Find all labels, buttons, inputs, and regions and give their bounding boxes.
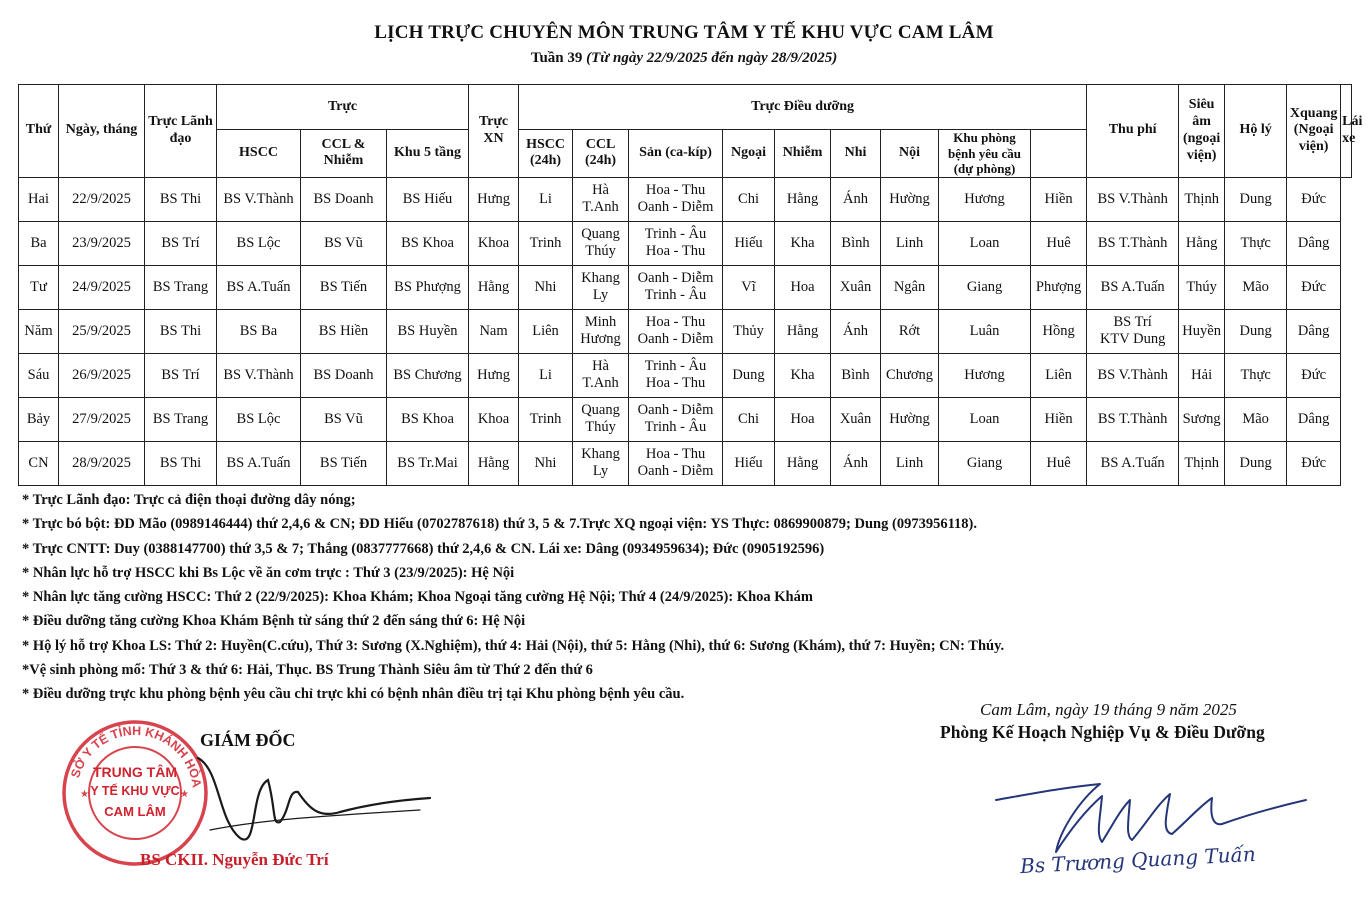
cell-noi: Hường xyxy=(881,397,939,441)
cell-dd-ccl xyxy=(573,309,629,353)
cell-xn: Hưng xyxy=(469,353,519,397)
note-item: * Trực CNTT: Duy (0388147700) thứ 3,5 & 7; Thắng (0837777668) thứ 2,4,6 & CN. Lái xe: Dâng (0934959634); Đức (0905192596) xyxy=(22,540,825,557)
cell-nhi: Bình xyxy=(831,221,881,265)
cell-thu-phi: Liên xyxy=(1031,353,1087,397)
cell-line: Hoa - Thu xyxy=(645,181,706,198)
cell-ngay: 27/9/2025 xyxy=(59,397,145,441)
cell-nhi: Ánh xyxy=(831,309,881,353)
cell-xn: Hưng xyxy=(469,177,519,221)
cell-thu-phi: Huê xyxy=(1031,221,1087,265)
cell-khu-phong: Giang xyxy=(939,265,1031,309)
cell-san xyxy=(629,441,723,485)
cell-ho-ly: Thịnh xyxy=(1179,441,1225,485)
cell-sieu-am xyxy=(1087,441,1179,485)
cell-line: Quang xyxy=(581,401,620,418)
cell-line: Khang xyxy=(581,269,620,286)
col-khu5: Khu 5 tầng xyxy=(387,130,469,178)
cell-san xyxy=(629,177,723,221)
cell-ngoai: Dung xyxy=(723,353,775,397)
cell-ngoai: Hiếu xyxy=(723,441,775,485)
cell-nhi: Ánh xyxy=(831,177,881,221)
cell-line: Oanh - Diễm xyxy=(637,401,714,418)
cell-ho-ly: Hải xyxy=(1179,353,1225,397)
cell-line: BS T.Thành xyxy=(1097,234,1168,251)
cell-san xyxy=(629,397,723,441)
cell-khu-phong: Giang xyxy=(939,441,1031,485)
cell-ngoai: Vĩ xyxy=(723,265,775,309)
cell-lanh-dao: BS Trí xyxy=(145,221,217,265)
cell-line: BS V.Thành xyxy=(1097,366,1168,383)
cell-noi: Rớt xyxy=(881,309,939,353)
cell-lanh-dao: BS Thi xyxy=(145,309,217,353)
col-nhiem: Nhiễm xyxy=(775,130,831,178)
cell-line: Hà xyxy=(592,181,609,198)
department-name: Phòng Kế Hoạch Nghiệp Vụ & Điều Dưỡng xyxy=(940,722,1265,742)
cell-line: Trinh - Âu xyxy=(644,287,707,304)
cell-line: Oanh - Diễm xyxy=(637,199,714,216)
cell-sieu-am xyxy=(1087,353,1179,397)
cell-dd-ccl xyxy=(573,265,629,309)
cell-khu5: BS Khoa xyxy=(387,397,469,441)
cell-line: BS Trí xyxy=(1113,313,1152,330)
cell-dd-ccl xyxy=(573,353,629,397)
col-khu-phong: Khu phòng bệnh yêu cầu (dự phòng) xyxy=(939,130,1031,178)
cell-dd-hscc: Trinh xyxy=(519,221,573,265)
table-row xyxy=(19,397,1352,441)
cell-dd-ccl xyxy=(573,177,629,221)
cell-noi: Hường xyxy=(881,177,939,221)
cell-dd-hscc: Trinh xyxy=(519,397,573,441)
cell-line: T.Anh xyxy=(582,375,619,392)
cell-line: Hoa - Thu xyxy=(645,243,706,260)
col-ho-ly: Hộ lý xyxy=(1225,85,1287,178)
cell-ngay: 23/9/2025 xyxy=(59,221,145,265)
cell-khu5: BS Hiếu xyxy=(387,177,469,221)
cell-nhiem: Hằng xyxy=(775,309,831,353)
svg-text:★: ★ xyxy=(80,789,89,800)
cell-line: Khang xyxy=(581,445,620,462)
cell-thu-phi: Hồng xyxy=(1031,309,1087,353)
cell-lai-xe: Đức xyxy=(1287,353,1341,397)
table-row xyxy=(19,353,1352,397)
cell-nhiem: Hoa xyxy=(775,265,831,309)
cell-xn: Khoa xyxy=(469,397,519,441)
table-row xyxy=(19,221,1352,265)
cell-ho-ly: Huyền xyxy=(1179,309,1225,353)
cell-line: BS V.Thành xyxy=(1097,190,1168,207)
cell-thu: Năm xyxy=(19,309,59,353)
cell-hscc: BS Lộc xyxy=(217,397,301,441)
cell-san xyxy=(629,353,723,397)
cell-lai-xe: Dâng xyxy=(1287,221,1341,265)
stamp-ring-text: SỞ Y TẾ TỈNH KHÁNH HÒA xyxy=(68,723,204,789)
cell-dd-hscc: Li xyxy=(519,177,573,221)
cell-san xyxy=(629,309,723,353)
cell-thu: Hai xyxy=(19,177,59,221)
cell-line: Trinh - Âu xyxy=(644,225,707,242)
col-dd-ccl: CCL (24h) xyxy=(573,130,629,178)
cell-hscc: BS V.Thành xyxy=(217,177,301,221)
col-noi: Nội xyxy=(881,130,939,178)
stamp-line-3: CAM LÂM xyxy=(104,804,166,819)
cell-lanh-dao: BS Trang xyxy=(145,265,217,309)
place-date: Cam Lâm, ngày 19 tháng 9 năm 2025 xyxy=(980,700,1237,719)
cell-nhiem: Kha xyxy=(775,353,831,397)
cell-ngay: 22/9/2025 xyxy=(59,177,145,221)
cell-hscc: BS Lộc xyxy=(217,221,301,265)
cell-khu-phong: Luân xyxy=(939,309,1031,353)
notes-list xyxy=(22,488,1352,707)
cell-khu-phong: Hương xyxy=(939,353,1031,397)
svg-text:★: ★ xyxy=(180,789,189,800)
cell-ngoai: Thủy xyxy=(723,309,775,353)
col-thu: Thứ xyxy=(19,85,59,178)
cell-san xyxy=(629,221,723,265)
note-item: * Trực Lãnh đạo: Trực cả điện thoại đường dây nóng; xyxy=(22,492,356,508)
cell-san xyxy=(629,265,723,309)
col-dieu-duong: Trực Điều dưỡng xyxy=(519,85,1087,130)
cell-xquang: Dung xyxy=(1225,441,1287,485)
cell-noi: Ngân xyxy=(881,265,939,309)
cell-line: Trinh - Âu xyxy=(644,357,707,374)
cell-ngoai: Chi xyxy=(723,177,775,221)
cell-line: Oanh - Diễm xyxy=(637,463,714,480)
director-name: BS CKII. Nguyễn Đức Trí xyxy=(140,850,329,869)
cell-khu5: BS Phượng xyxy=(387,265,469,309)
note-item: * Điều dưỡng tăng cường Khoa Khám Bệnh từ sáng thứ 2 đến sáng thứ 6: Hệ Nội xyxy=(22,613,526,630)
cell-thu: Bảy xyxy=(19,397,59,441)
cell-nhi: Xuân xyxy=(831,265,881,309)
cell-lai-xe: Đức xyxy=(1287,265,1341,309)
schedule-table xyxy=(18,84,1363,486)
cell-ngay: 25/9/2025 xyxy=(59,309,145,353)
cell-ccl: BS Doanh xyxy=(301,353,387,397)
cell-ho-ly: Thịnh xyxy=(1179,177,1225,221)
cell-khu-phong: Loan xyxy=(939,397,1031,441)
cell-dd-hscc: Liên xyxy=(519,309,573,353)
cell-thu-phi: Hiền xyxy=(1031,177,1087,221)
table-row xyxy=(19,265,1352,309)
cell-ngay: 24/9/2025 xyxy=(59,265,145,309)
stamp-line-1: TRUNG TÂM xyxy=(93,764,177,780)
cell-ngoai: Chi xyxy=(723,397,775,441)
cell-ho-ly: Hằng xyxy=(1179,221,1225,265)
cell-xquang: Mão xyxy=(1225,265,1287,309)
cell-khu-phong: Loan xyxy=(939,221,1031,265)
cell-line: Ly xyxy=(592,287,609,304)
cell-nhiem: Hoa xyxy=(775,397,831,441)
cell-nhiem: Kha xyxy=(775,221,831,265)
cell-line: Trinh - Âu xyxy=(644,419,707,436)
col-nhi: Nhi xyxy=(831,130,881,178)
col-thu-phi: Thu phí xyxy=(1087,85,1179,178)
table-row xyxy=(19,309,1352,353)
cell-ho-ly: Thúy xyxy=(1179,265,1225,309)
cell-xn: Hằng xyxy=(469,265,519,309)
cell-noi: Linh xyxy=(881,221,939,265)
cell-line: Hoa - Thu xyxy=(645,375,706,392)
note-item: * Nhân lực tăng cường HSCC: Thứ 2 (22/9/2025): Khoa Khám; Khoa Ngoại tăng cường Hệ Nội; Thứ 4 (24/9/2025): Khoa Khám xyxy=(22,589,813,606)
cell-lai-xe: Đức xyxy=(1287,177,1341,221)
cell-hscc: BS A.Tuấn xyxy=(217,441,301,485)
cell-line: Thúy xyxy=(585,243,616,260)
cell-xquang: Thực xyxy=(1225,353,1287,397)
cell-lanh-dao: BS Thi xyxy=(145,441,217,485)
note-item: * Điều dưỡng trực khu phòng bệnh yêu cầu chỉ trực khi có bệnh nhân điều trị tại Khu phòng bệnh yêu cầu. xyxy=(22,686,685,703)
cell-hscc: BS Ba xyxy=(217,309,301,353)
col-lanh-dao: Trực Lãnh đạo xyxy=(145,85,217,178)
document-subtitle xyxy=(0,50,1368,67)
cell-ccl: BS Hiền xyxy=(301,309,387,353)
cell-xn: Khoa xyxy=(469,221,519,265)
cell-xn: Hằng xyxy=(469,441,519,485)
cell-thu-phi: Phượng xyxy=(1031,265,1087,309)
cell-xquang: Dung xyxy=(1225,309,1287,353)
cell-noi: Chương xyxy=(881,353,939,397)
cell-dd-ccl xyxy=(573,441,629,485)
cell-line: Hương xyxy=(580,331,621,348)
col-sieu-am: Siêu âm (ngoại viện) xyxy=(1179,85,1225,178)
cell-lanh-dao: BS Thi xyxy=(145,177,217,221)
cell-dd-hscc: Nhi xyxy=(519,265,573,309)
cell-line: Hà xyxy=(592,357,609,374)
col-xquang: Xquang (Ngoại viện) xyxy=(1287,85,1341,178)
col-san: Sản (ca-kíp) xyxy=(629,130,723,178)
cell-khu-phong: Hương xyxy=(939,177,1031,221)
cell-dd-ccl xyxy=(573,397,629,441)
cell-line: Thúy xyxy=(585,419,616,436)
director-signature-icon xyxy=(180,750,440,860)
note-item: * Hộ lý hỗ trợ Khoa LS: Thứ 2: Huyền(C.cứu), Thứ 3: Sương (X.Nghiệm), thứ 4: Hải (Nội), thứ 5: Hằng (Nhi), thứ 6: Sương (Khám), thứ 7: Huyền; CN: Thúy. xyxy=(22,637,1005,654)
cell-ho-ly: Sương xyxy=(1179,397,1225,441)
cell-xquang: Mão xyxy=(1225,397,1287,441)
note-item: * Nhân lực hỗ trợ HSCC khi Bs Lộc về ăn cơm trực : Thứ 3 (23/9/2025): Hệ Nội xyxy=(22,564,515,581)
note-item: * Trực bó bột: ĐD Mão (0989146444) thứ 2,4,6 & CN; ĐD Hiếu (0702787618) thứ 3, 5 & 7.Trực XQ ngoại viện: YS Thực: 0869900879; Dung (0973956118). xyxy=(22,516,977,533)
cell-thu: CN xyxy=(19,441,59,485)
cell-ccl: BS Doanh xyxy=(301,177,387,221)
cell-sieu-am xyxy=(1087,309,1179,353)
cell-ngay: 28/9/2025 xyxy=(59,441,145,485)
cell-line: BS A.Tuấn xyxy=(1100,278,1165,295)
col-ngay: Ngày, tháng xyxy=(59,85,145,178)
col-truc: Trực xyxy=(217,85,469,130)
cell-line: Minh xyxy=(584,313,617,330)
cell-ccl: BS Vũ xyxy=(301,221,387,265)
document-title: LỊCH TRỰC CHUYÊN MÔN TRUNG TÂM Y TẾ KHU VỰC CAM LÂM xyxy=(374,22,994,43)
cell-sieu-am xyxy=(1087,221,1179,265)
cell-nhiem: Hằng xyxy=(775,177,831,221)
director-title: GIÁM ĐỐC xyxy=(200,730,296,750)
cell-sieu-am xyxy=(1087,265,1179,309)
cell-line: KTV Dung xyxy=(1099,331,1166,348)
cell-nhiem: Hằng xyxy=(775,441,831,485)
cell-dd-hscc: Nhi xyxy=(519,441,573,485)
cell-line: BS T.Thành xyxy=(1097,410,1168,427)
cell-thu: Sáu xyxy=(19,353,59,397)
cell-line: Hoa - Thu xyxy=(645,445,706,462)
cell-line: Quang xyxy=(581,225,620,242)
cell-xquang: Thực xyxy=(1225,221,1287,265)
cell-ccl: BS Tiến xyxy=(301,265,387,309)
cell-thu-phi: Hiền xyxy=(1031,397,1087,441)
signer-name: Bs Trương Quang Tuấn xyxy=(1019,841,1257,879)
table-header-row xyxy=(19,85,1352,130)
table-row xyxy=(19,441,1352,485)
stamp-line-2: Y TẾ KHU VỰC xyxy=(90,784,180,798)
table-row xyxy=(19,177,1352,221)
cell-khu5: BS Tr.Mai xyxy=(387,441,469,485)
cell-hscc: BS V.Thành xyxy=(217,353,301,397)
cell-sieu-am xyxy=(1087,177,1179,221)
cell-line: Hoa - Thu xyxy=(645,313,706,330)
cell-thu: Ba xyxy=(19,221,59,265)
schedule-body xyxy=(19,177,1352,485)
cell-line: Ly xyxy=(592,463,609,480)
cell-nhi: Xuân xyxy=(831,397,881,441)
cell-khu5: BS Chương xyxy=(387,353,469,397)
date-range: (Từ ngày 22/9/2025 đến ngày 28/9/2025) xyxy=(586,50,838,66)
col-ngoai: Ngoại xyxy=(723,130,775,178)
cell-xn: Nam xyxy=(469,309,519,353)
cell-khu5: BS Huyền xyxy=(387,309,469,353)
col-lai-xe: Lái xe xyxy=(1341,85,1352,178)
cell-line: Oanh - Diễm xyxy=(637,331,714,348)
cell-dd-hscc: Li xyxy=(519,353,573,397)
col-dd-hscc: HSCC (24h) xyxy=(519,130,573,178)
cell-line: Oanh - Diễm xyxy=(637,269,714,286)
cell-nhi: Bình xyxy=(831,353,881,397)
cell-lai-xe: Đức xyxy=(1287,441,1341,485)
cell-lanh-dao: BS Trang xyxy=(145,397,217,441)
cell-lai-xe: Dâng xyxy=(1287,397,1341,441)
cell-ngoai: Hiếu xyxy=(723,221,775,265)
cell-ccl: BS Tiến xyxy=(301,441,387,485)
col-hscc: HSCC xyxy=(217,130,301,178)
cell-thu-phi: Huê xyxy=(1031,441,1087,485)
cell-xquang: Dung xyxy=(1225,177,1287,221)
note-item: *Vệ sinh phòng mổ: Thứ 3 & thứ 6: Hải, Thục. BS Trung Thành Siêu âm từ Thứ 2 đến thứ 6 xyxy=(22,662,593,679)
cell-dd-ccl xyxy=(573,221,629,265)
cell-khu5: BS Khoa xyxy=(387,221,469,265)
cell-line: BS A.Tuấn xyxy=(1100,454,1165,471)
cell-lai-xe: Dâng xyxy=(1287,309,1341,353)
cell-line: T.Anh xyxy=(582,199,619,216)
cell-nhi: Ánh xyxy=(831,441,881,485)
cell-sieu-am xyxy=(1087,397,1179,441)
cell-thu: Tư xyxy=(19,265,59,309)
week-label: Tuần 39 xyxy=(530,50,583,66)
col-ccl-nhiem: CCL & Nhiễm xyxy=(301,130,387,178)
cell-noi: Linh xyxy=(881,441,939,485)
cell-lanh-dao: BS Trí xyxy=(145,353,217,397)
col-xn: Trực XN xyxy=(469,85,519,178)
cell-ccl: BS Vũ xyxy=(301,397,387,441)
cell-hscc: BS A.Tuấn xyxy=(217,265,301,309)
cell-ngay: 26/9/2025 xyxy=(59,353,145,397)
